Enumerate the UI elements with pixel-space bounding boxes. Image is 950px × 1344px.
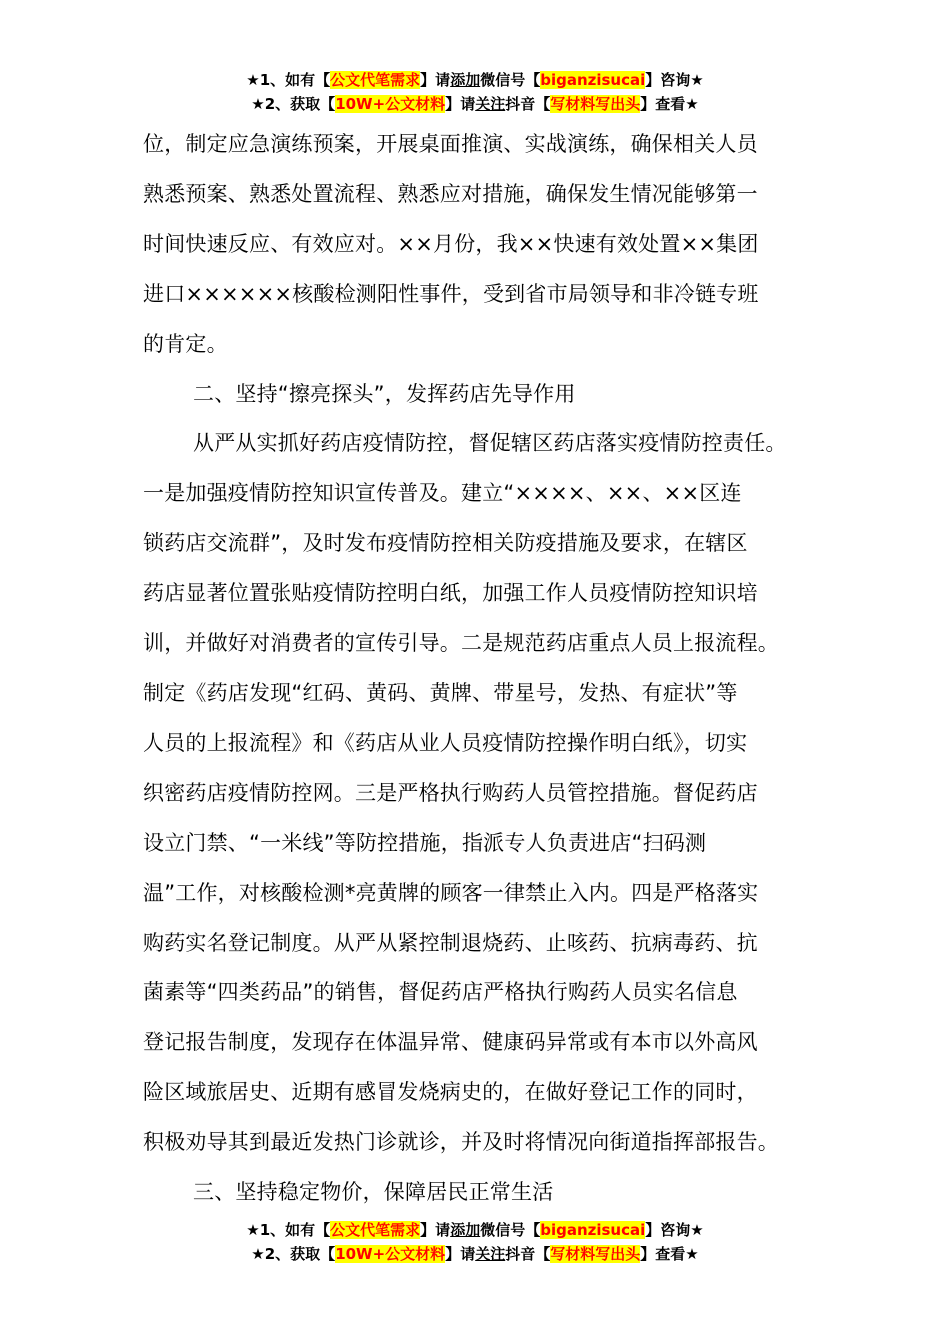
header-line-2: ★2、获取【10W+公文材料】请关注抖音【写材料写出头】查看★ xyxy=(251,95,699,113)
body-line: 温”工作，对核酸检测*亮黄牌的顾客一律禁止入内。四是严格落实 xyxy=(143,880,759,905)
body-line: 登记报告制度，发现存在体温异常、健康码异常或有本市以外高风 xyxy=(143,1030,758,1055)
body-line: 进口××××××核酸检测阳性事件，受到省市局领导和非冷链专班 xyxy=(143,281,759,306)
paragraph-start: 从严从实抓好药店疫情防控，督促辖区药店落实疫情防控责任。 xyxy=(193,431,787,456)
body-line: 一是加强疫情防控知识宣传普及。建立“××××、××、××区连 xyxy=(143,481,742,506)
footer-line-1: ★1、如有【公文代笔需求】请添加微信号【biganzisucai】咨询★ xyxy=(246,1221,704,1239)
body-line: 的肯定。 xyxy=(143,331,228,356)
header-banner xyxy=(0,68,950,116)
body-line: 织密药店疫情防控网。三是严格执行购药人员管控措施。督促药店 xyxy=(143,780,758,805)
body-line: 设立门禁、“一米线”等防控措施，指派专人负责进店“扫码测 xyxy=(143,830,707,855)
wechat-id: biganzisucai xyxy=(540,71,646,89)
star-icon: ★ xyxy=(251,95,265,113)
douyin-id: 写材料写出头 xyxy=(550,1245,641,1263)
highlight-tag: 10W+公文材料 xyxy=(335,1245,446,1263)
body-line: 训，并做好对消费者的宣传引导。二是规范药店重点人员上报流程。 xyxy=(143,631,779,656)
body-line: 位，制定应急演练预案，开展桌面推演、实战演练，确保相关人员 xyxy=(143,132,758,156)
section-heading: 三、坚持稳定物价，保障居民正常生活 xyxy=(193,1180,554,1205)
body-line: 熟悉预案、熟悉处置流程、熟悉应对措施，确保发生情况能够第一 xyxy=(143,181,758,206)
body-line: 险区域旅居史、近期有感冒发烧病史的，在做好登记工作的同时， xyxy=(143,1080,758,1105)
body-line: 制定《药店发现“红码、黄码、黄牌、带星号，发热、有症状”等 xyxy=(143,680,738,705)
body-line: 菌素等“四类药品”的销售，督促药店严格执行购药人员实名信息 xyxy=(143,980,738,1005)
body-line: 锁药店交流群”，及时发布疫情防控相关防疫措施及要求，在辖区 xyxy=(143,531,748,556)
document-body xyxy=(143,120,808,1218)
body-line: 时间快速反应、有效应对。××月份，我××快速有效处置××集团 xyxy=(143,231,759,256)
star-icon: ★ xyxy=(246,71,260,89)
highlight-tag: 公文代笔需求 xyxy=(330,71,421,89)
body-line: 人员的上报流程》和《药店从业人员疫情防控操作明白纸》，切实 xyxy=(143,730,748,755)
body-line: 购药实名登记制度。从严从紧控制退烧药、止咳药、抗病毒药、抗 xyxy=(143,930,758,955)
wechat-id: biganzisucai xyxy=(540,1221,646,1239)
douyin-id: 写材料写出头 xyxy=(550,95,641,113)
footer-banner xyxy=(0,1218,950,1266)
body-line: 积极劝导其到最近发热门诊就诊，并及时将情况向街道指挥部报告。 xyxy=(143,1130,779,1155)
highlight-tag: 公文代笔需求 xyxy=(330,1221,421,1239)
footer-line-2: ★2、获取【10W+公文材料】请关注抖音【写材料写出头】查看★ xyxy=(251,1245,699,1263)
star-icon: ★ xyxy=(251,1245,265,1263)
highlight-tag: 10W+公文材料 xyxy=(335,95,446,113)
section-heading: 二、坚持“擦亮探头”，发挥药店先导作用 xyxy=(193,381,576,406)
header-line-1: ★1、如有【公文代笔需求】请添加微信号【biganzisucai】咨询★ xyxy=(246,71,704,89)
star-icon: ★ xyxy=(246,1221,260,1239)
body-line: 药店显著位置张贴疫情防控明白纸，加强工作人员疫情防控知识培 xyxy=(143,581,758,606)
